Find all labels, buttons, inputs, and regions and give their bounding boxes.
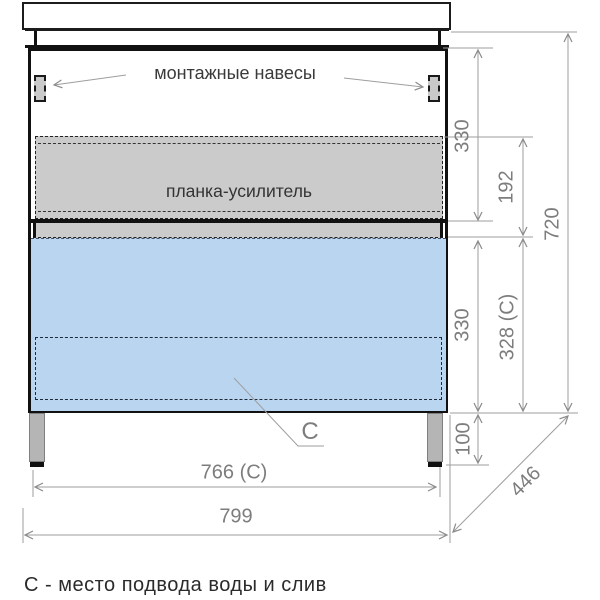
dim-upper-section-height: 330 [451, 119, 474, 153]
drain-marker-label: C [301, 418, 319, 445]
dim-leg-height: 100 [452, 422, 475, 456]
dim-inner-width: 766 (C) [200, 461, 268, 484]
dim-drawer-front-height: 330 [451, 308, 474, 342]
mounting-hangers-label: монтажные навесы [154, 63, 316, 83]
dim-total-height: 720 [541, 207, 564, 241]
dim-overall-width: 799 [219, 505, 253, 528]
dim-depth: 446 [506, 462, 546, 502]
drawing-caption: С - место подвода воды и слив [24, 574, 327, 596]
reinforcement-bar-label: планка-усилитель [165, 181, 313, 201]
dim-drawer-inner-height: 328 (C) [496, 293, 519, 361]
dim-bar-drop: 192 [495, 170, 518, 204]
